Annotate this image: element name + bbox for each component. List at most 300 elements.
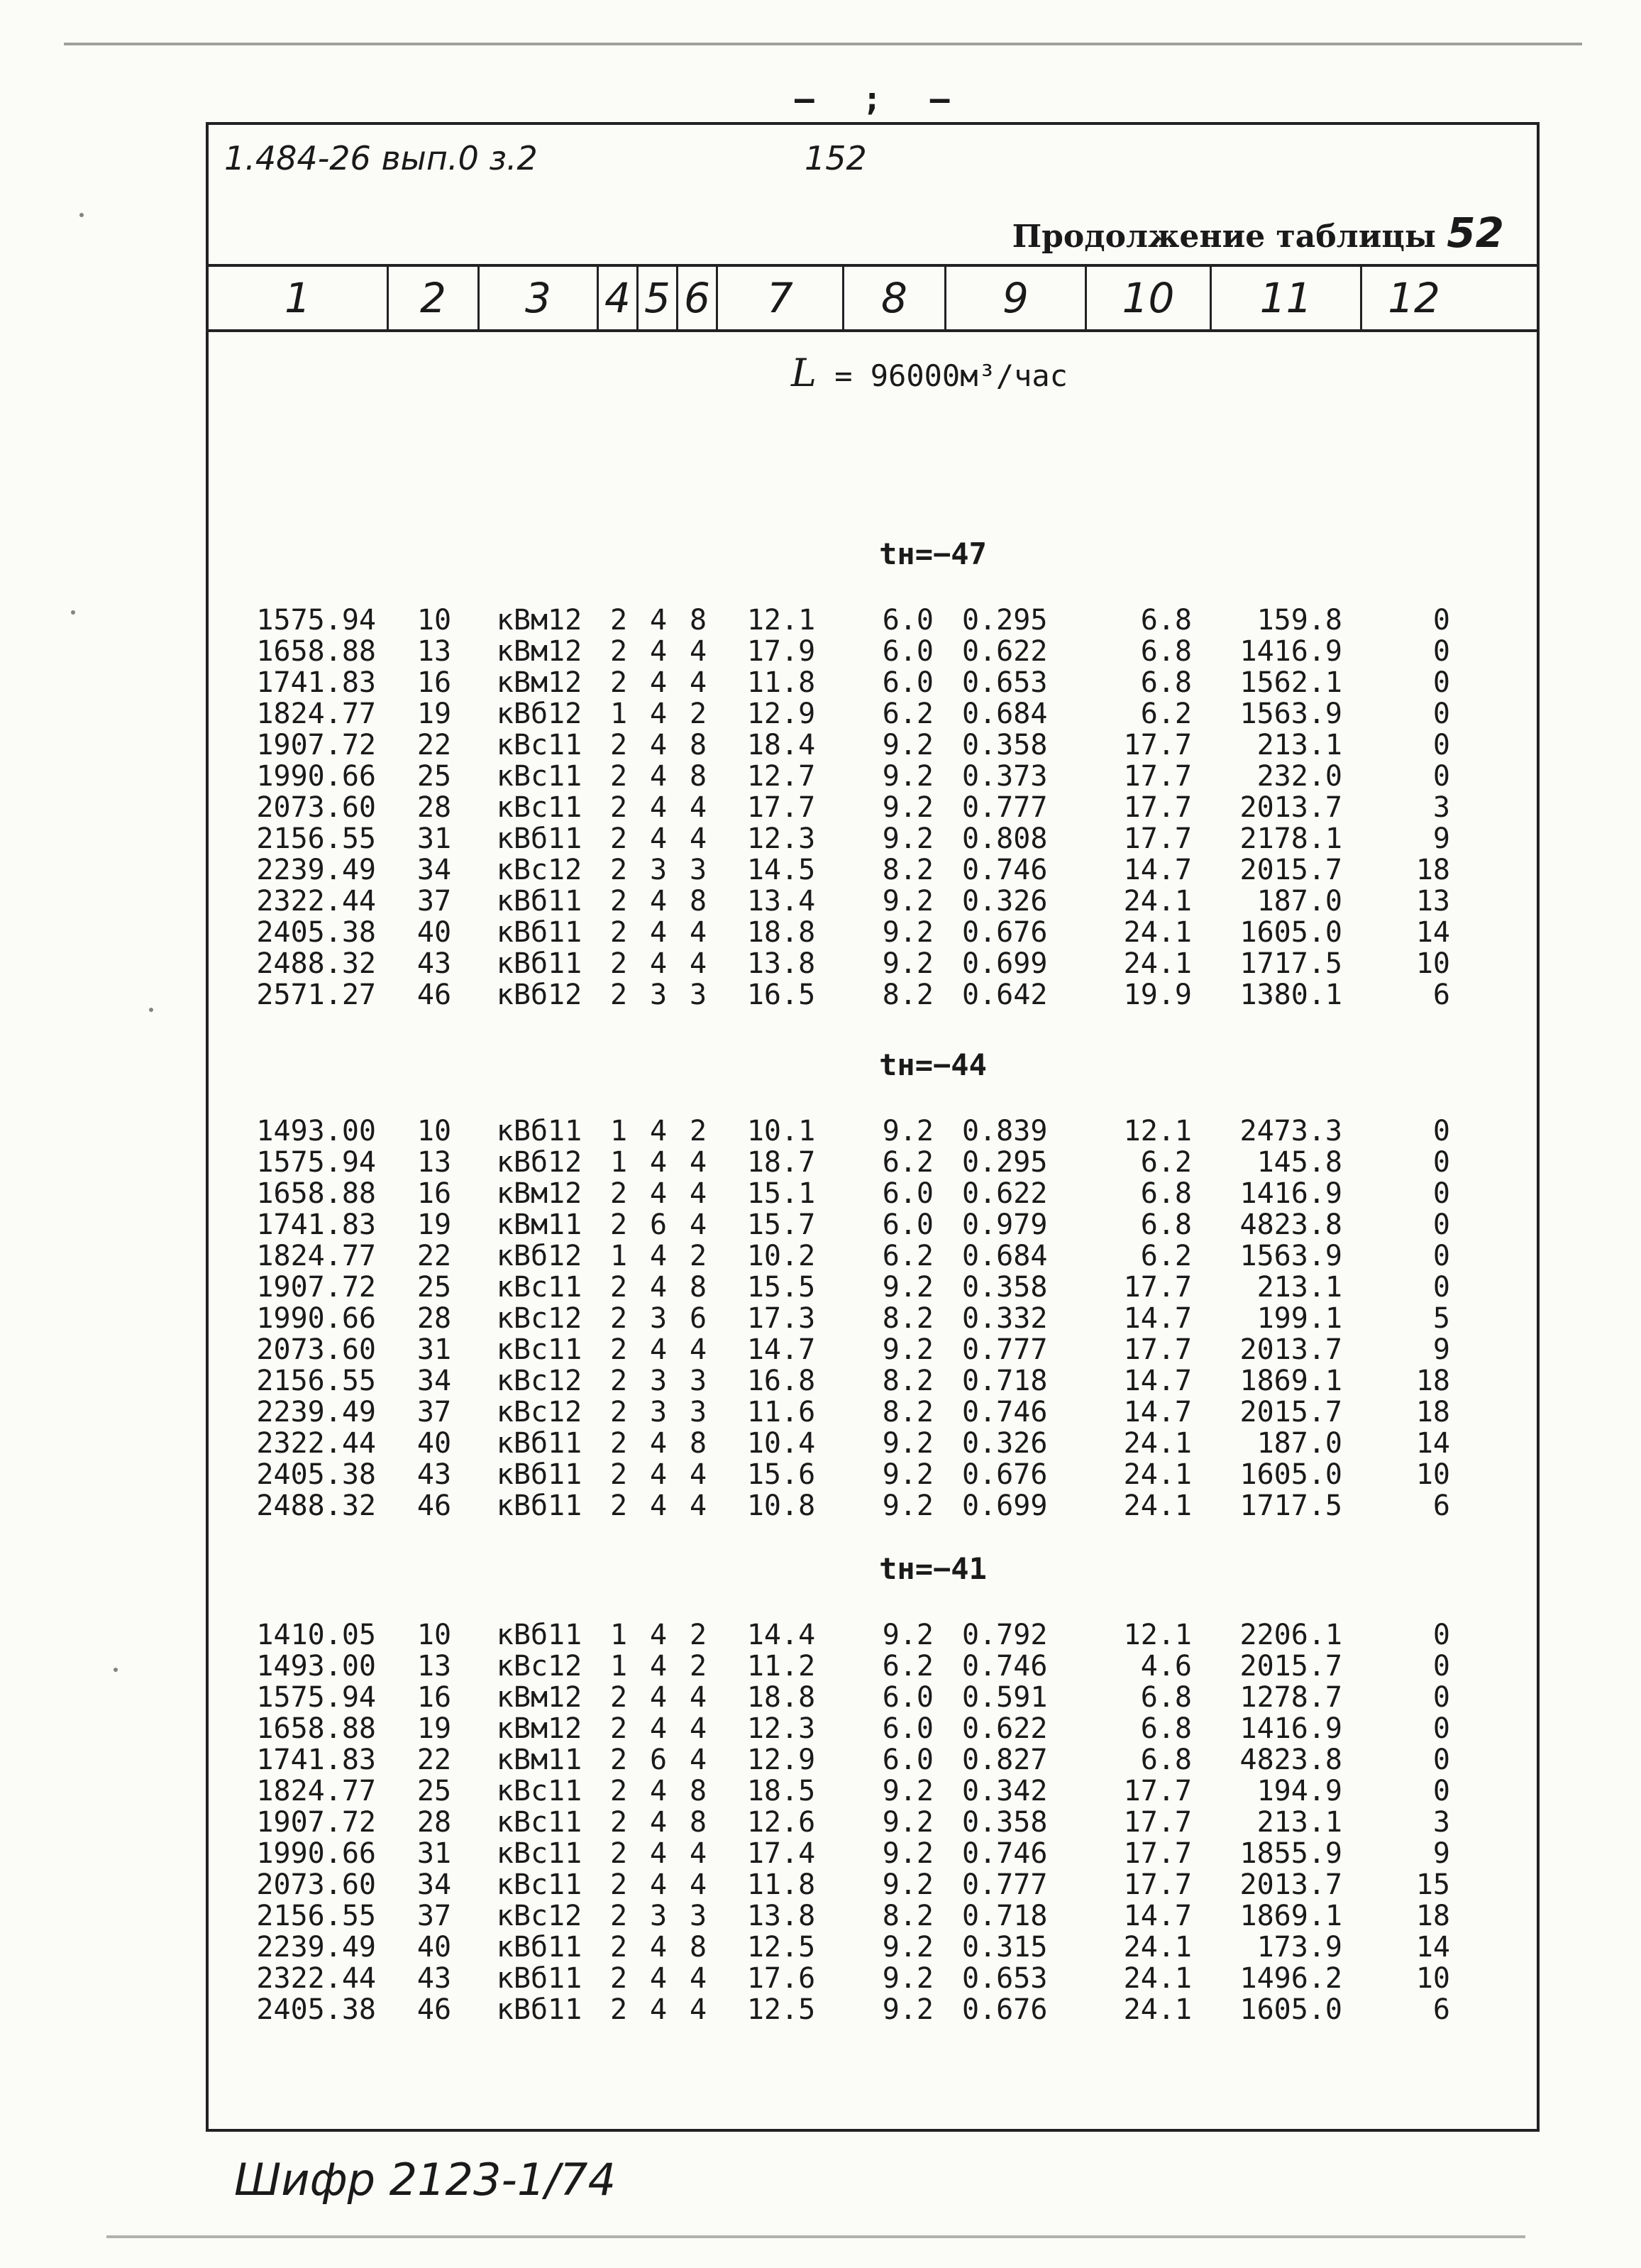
table-cell-col2: 34	[416, 854, 452, 886]
table-cell-col7: 12.3	[746, 1713, 816, 1744]
table-row	[209, 1209, 1537, 1240]
table-cell-col11: 2015.7	[1239, 854, 1342, 886]
table-cell-col6: 4	[689, 1838, 707, 1869]
table-cell-col11: 2015.7	[1239, 1397, 1342, 1428]
table-cell-col4: 2	[609, 667, 628, 698]
table-cell-col3: кВб11	[496, 1932, 582, 1963]
table-cell-col8: 9.2	[882, 823, 934, 854]
table-cell-col10: 6.8	[1140, 1713, 1192, 1744]
table-cell-col12: 10	[1415, 948, 1450, 979]
table-cell-col8: 9.2	[882, 886, 934, 917]
table-cell-col3: кВс12	[496, 1303, 582, 1334]
table-cell-col11: 1496.2	[1239, 1963, 1342, 1994]
table-cell-col3: кВс11	[496, 792, 582, 823]
table-cell-col10: 24.1	[1123, 1428, 1192, 1459]
table-cell-col11: 187.0	[1256, 1428, 1342, 1459]
table-cell-col6: 4	[689, 667, 707, 698]
table-cell-col10: 14.7	[1123, 1303, 1192, 1334]
table-cell-col8: 6.2	[882, 1240, 934, 1272]
table-cell-col11: 187.0	[1256, 886, 1342, 917]
table-cell-col9: 0.332	[962, 1303, 1048, 1334]
table-cell-col1: 2488.32	[256, 1490, 376, 1521]
table-cell-col5: 4	[649, 1682, 668, 1713]
table-cell-col1: 1741.83	[256, 1744, 376, 1776]
table-row	[209, 1397, 1537, 1428]
table-cell-col8: 6.0	[882, 1209, 934, 1240]
table-cell-col4: 2	[609, 1744, 628, 1776]
table-cell-col11: 1869.1	[1239, 1365, 1342, 1397]
table-cell-col3: кВс11	[496, 1869, 582, 1900]
table-cell-col5: 4	[649, 1428, 668, 1459]
table-cell-col2: 22	[416, 730, 452, 761]
table-cell-col9: 0.718	[962, 1900, 1048, 1932]
table-cell-col4: 2	[609, 948, 628, 979]
table-cell-col9: 0.358	[962, 730, 1048, 761]
table-cell-col8: 8.2	[882, 1303, 934, 1334]
table-cell-col4: 1	[609, 1651, 628, 1682]
table-cell-col10: 17.7	[1123, 1838, 1192, 1869]
table-cell-col6: 4	[689, 636, 707, 667]
table-cell-col8: 6.0	[882, 636, 934, 667]
table-cell-col5: 4	[649, 667, 668, 698]
document-code: 1.484-26 вып.0 з.2	[224, 139, 538, 177]
table-cell-col5: 4	[649, 1776, 668, 1807]
table-cell-col6: 4	[689, 792, 707, 823]
table-cell-col4: 1	[609, 1147, 628, 1178]
table-cell-col8: 8.2	[882, 854, 934, 886]
table-cell-col5: 3	[649, 1397, 668, 1428]
table-cell-col9: 0.777	[962, 1334, 1048, 1365]
table-cell-col11: 4823.8	[1239, 1744, 1342, 1776]
table-cell-col5: 4	[649, 1490, 668, 1521]
table-cell-col7: 17.6	[746, 1963, 816, 1994]
table-cell-col4: 2	[609, 792, 628, 823]
table-cell-col5: 4	[649, 730, 668, 761]
table-cell-col5: 4	[649, 1272, 668, 1303]
table-cell-col7: 18.8	[746, 1682, 816, 1713]
table-row	[209, 1994, 1537, 2025]
table-cell-col4: 2	[609, 1807, 628, 1838]
table-row	[209, 1651, 1537, 1682]
table-cell-col7: 10.4	[746, 1428, 816, 1459]
table-cell-col9: 0.684	[962, 698, 1048, 730]
table-number: 52	[1447, 209, 1504, 257]
table-cell-col2: 28	[416, 792, 452, 823]
section-title: tн=−44	[879, 1047, 987, 1082]
table-cell-col5: 3	[649, 979, 668, 1011]
table-cell-col5: 4	[649, 1619, 668, 1651]
table-cell-col8: 9.2	[882, 1619, 934, 1651]
table-row	[209, 636, 1537, 667]
table-cell-col5: 4	[649, 1807, 668, 1838]
table-cell-col11: 232.0	[1256, 761, 1342, 792]
scan-speck	[71, 610, 75, 615]
table-cell-col6: 8	[689, 761, 707, 792]
table-cell-col10: 6.8	[1140, 667, 1192, 698]
table-row	[209, 1428, 1537, 1459]
table-cell-col6: 8	[689, 730, 707, 761]
table-cell-col5: 4	[649, 1334, 668, 1365]
table-cell-col3: кВб11	[496, 1428, 582, 1459]
table-cell-col4: 2	[609, 1459, 628, 1490]
table-cell-col4: 2	[609, 636, 628, 667]
table-cell-col1: 1990.66	[256, 1303, 376, 1334]
table-cell-col10: 17.7	[1123, 792, 1192, 823]
table-cell-col12: 6	[1432, 979, 1450, 1011]
table-cell-col10: 6.8	[1140, 636, 1192, 667]
table-cell-col9: 0.684	[962, 1240, 1048, 1272]
table-cell-col2: 25	[416, 1776, 452, 1807]
table-cell-col1: 2322.44	[256, 1963, 376, 1994]
table-cell-col11: 4823.8	[1239, 1209, 1342, 1240]
table-cell-col4: 2	[609, 823, 628, 854]
table-cell-col12: 3	[1432, 1807, 1450, 1838]
table-cell-col6: 3	[689, 1365, 707, 1397]
table-cell-col3: кВс11	[496, 1776, 582, 1807]
table-cell-col4: 2	[609, 1869, 628, 1900]
table-cell-col11: 159.8	[1256, 605, 1342, 636]
table-row	[209, 730, 1537, 761]
table-cell-col4: 2	[609, 1334, 628, 1365]
table-cell-col3: кВб11	[496, 1116, 582, 1147]
table-cell-col5: 3	[649, 1900, 668, 1932]
table-cell-col1: 1907.72	[256, 1272, 376, 1303]
table-cell-col6: 2	[689, 1651, 707, 1682]
table-cell-col11: 2206.1	[1239, 1619, 1342, 1651]
table-cell-col2: 40	[416, 1428, 452, 1459]
table-cell-col7: 17.9	[746, 636, 816, 667]
table-cell-col11: 1563.9	[1239, 1240, 1342, 1272]
table-cell-col6: 4	[689, 1963, 707, 1994]
table-cell-col10: 17.7	[1123, 1869, 1192, 1900]
table-cell-col3: кВб11	[496, 948, 582, 979]
table-cell-col10: 24.1	[1123, 948, 1192, 979]
table-cell-col1: 2322.44	[256, 1428, 376, 1459]
table-cell-col1: 2239.49	[256, 1932, 376, 1963]
table-row	[209, 1869, 1537, 1900]
table-cell-col9: 0.839	[962, 1116, 1048, 1147]
table-cell-col10: 24.1	[1123, 1963, 1192, 1994]
table-cell-col5: 4	[649, 917, 668, 948]
table-cell-col10: 24.1	[1123, 917, 1192, 948]
table-frame-bottom	[206, 2129, 1537, 2132]
table-cell-col12: 0	[1432, 1147, 1450, 1178]
table-cell-col5: 4	[649, 1178, 668, 1209]
table-cell-col4: 1	[609, 1619, 628, 1651]
table-cell-col3: кВс12	[496, 854, 582, 886]
table-cell-col5: 4	[649, 1713, 668, 1744]
table-cell-col1: 1907.72	[256, 1807, 376, 1838]
table-cell-col7: 13.8	[746, 948, 816, 979]
table-cell-col6: 2	[689, 1240, 707, 1272]
table-cell-col8: 9.2	[882, 730, 934, 761]
table-cell-col11: 199.1	[1256, 1303, 1342, 1334]
table-row	[209, 761, 1537, 792]
table-cell-col12: 0	[1432, 730, 1450, 761]
table-cell-col4: 2	[609, 917, 628, 948]
table-cell-col4: 2	[609, 1397, 628, 1428]
table-cell-col2: 25	[416, 761, 452, 792]
table-cell-col12: 0	[1432, 1713, 1450, 1744]
table-cell-col8: 9.2	[882, 761, 934, 792]
table-cell-col1: 1575.94	[256, 1147, 376, 1178]
table-cell-col5: 4	[649, 761, 668, 792]
table-row	[209, 1459, 1537, 1490]
table-cell-col6: 8	[689, 886, 707, 917]
table-cell-col12: 3	[1432, 792, 1450, 823]
table-cell-col3: кВм12	[496, 1713, 582, 1744]
table-cell-col11: 1869.1	[1239, 1900, 1342, 1932]
table-cell-col9: 0.979	[962, 1209, 1048, 1240]
table-cell-col10: 6.8	[1140, 1178, 1192, 1209]
table-row	[209, 1776, 1537, 1807]
table-cell-col10: 19.9	[1123, 979, 1192, 1011]
table-cell-col9: 0.295	[962, 1147, 1048, 1178]
table-cell-col9: 0.676	[962, 1459, 1048, 1490]
table-cell-col9: 0.792	[962, 1619, 1048, 1651]
table-cell-col2: 10	[416, 1619, 452, 1651]
table-row	[209, 1116, 1537, 1147]
table-frame	[206, 122, 1540, 2132]
table-cell-col1: 1575.94	[256, 1682, 376, 1713]
table-cell-col5: 4	[649, 1869, 668, 1900]
table-cell-col12: 10	[1415, 1459, 1450, 1490]
table-cell-col10: 14.7	[1123, 1900, 1192, 1932]
table-cell-col3: кВм11	[496, 1209, 582, 1240]
table-cell-col6: 4	[689, 1334, 707, 1365]
table-cell-col2: 34	[416, 1869, 452, 1900]
table-cell-col12: 0	[1432, 605, 1450, 636]
table-cell-col9: 0.777	[962, 1869, 1048, 1900]
table-cell-col2: 31	[416, 1334, 452, 1365]
table-cell-col1: 2239.49	[256, 1397, 376, 1428]
table-cell-col1: 1824.77	[256, 698, 376, 730]
table-cell-col6: 4	[689, 1490, 707, 1521]
table-cell-col6: 4	[689, 1682, 707, 1713]
table-cell-col10: 24.1	[1123, 1932, 1192, 1963]
table-cell-col1: 1990.66	[256, 1838, 376, 1869]
table-cell-col4: 2	[609, 605, 628, 636]
table-cell-col5: 4	[649, 1116, 668, 1147]
table-cell-col12: 18	[1415, 1900, 1450, 1932]
table-cell-col10: 12.1	[1123, 1116, 1192, 1147]
table-cell-col12: 18	[1415, 1397, 1450, 1428]
column-header-10: 10	[1087, 267, 1212, 329]
table-cell-col8: 9.2	[882, 1838, 934, 1869]
table-cell-col10: 17.7	[1123, 1272, 1192, 1303]
table-cell-col12: 18	[1415, 854, 1450, 886]
table-row	[209, 1178, 1537, 1209]
table-cell-col9: 0.326	[962, 1428, 1048, 1459]
table-cell-col7: 12.6	[746, 1807, 816, 1838]
column-header-7: 7	[718, 267, 844, 329]
table-cell-col3: кВм12	[496, 1682, 582, 1713]
table-cell-col9: 0.358	[962, 1807, 1048, 1838]
table-cell-col10: 6.2	[1140, 1147, 1192, 1178]
table-cell-col10: 6.2	[1140, 698, 1192, 730]
table-cell-col9: 0.746	[962, 854, 1048, 886]
table-cell-col11: 2013.7	[1239, 1869, 1342, 1900]
table-row	[209, 948, 1537, 979]
table-row	[209, 886, 1537, 917]
table-cell-col5: 4	[649, 1932, 668, 1963]
table-cell-col8: 9.2	[882, 948, 934, 979]
table-cell-col9: 0.699	[962, 948, 1048, 979]
table-cell-col4: 2	[609, 886, 628, 917]
table-cell-col2: 10	[416, 1116, 452, 1147]
table-cell-col4: 1	[609, 1240, 628, 1272]
table-row	[209, 1713, 1537, 1744]
cipher-label: Шифр 2123-1/74	[234, 2154, 617, 2206]
table-cell-col11: 213.1	[1256, 1807, 1342, 1838]
table-cell-col1: 1410.05	[256, 1619, 376, 1651]
table-cell-col6: 8	[689, 1272, 707, 1303]
table-cell-col5: 3	[649, 1365, 668, 1397]
section-title: tн=−41	[879, 1551, 987, 1586]
table-cell-col4: 2	[609, 730, 628, 761]
table-cell-col2: 37	[416, 1397, 452, 1428]
table-cell-col8: 6.0	[882, 605, 934, 636]
table-cell-col2: 43	[416, 948, 452, 979]
table-cell-col2: 28	[416, 1303, 452, 1334]
table-cell-col2: 31	[416, 1838, 452, 1869]
table-cell-col2: 31	[416, 823, 452, 854]
table-cell-col8: 6.0	[882, 1682, 934, 1713]
table-cell-col6: 3	[689, 979, 707, 1011]
table-cell-col2: 28	[416, 1807, 452, 1838]
table-cell-col3: кВс12	[496, 1651, 582, 1682]
table-cell-col6: 4	[689, 948, 707, 979]
column-header-11: 11	[1212, 267, 1362, 329]
table-cell-col12: 6	[1432, 1994, 1450, 2025]
table-cell-col12: 9	[1432, 823, 1450, 854]
table-cell-col3: кВб11	[496, 917, 582, 948]
scan-speck	[79, 213, 84, 217]
table-cell-col3: кВс12	[496, 1397, 582, 1428]
table-cell-col4: 2	[609, 1963, 628, 1994]
table-cell-col5: 4	[649, 605, 668, 636]
table-cell-col4: 2	[609, 1428, 628, 1459]
table-cell-col12: 0	[1432, 1619, 1450, 1651]
table-cell-col1: 1824.77	[256, 1776, 376, 1807]
table-cell-col7: 17.4	[746, 1838, 816, 1869]
table-cell-col10: 17.7	[1123, 761, 1192, 792]
table-cell-col3: кВб11	[496, 823, 582, 854]
table-cell-col9: 0.622	[962, 1178, 1048, 1209]
table-cell-col5: 4	[649, 886, 668, 917]
table-cell-col6: 4	[689, 1209, 707, 1240]
table-cell-col7: 12.9	[746, 1744, 816, 1776]
table-cell-col4: 2	[609, 1303, 628, 1334]
table-cell-col8: 9.2	[882, 1334, 934, 1365]
table-cell-col11: 1717.5	[1239, 948, 1342, 979]
table-cell-col5: 4	[649, 636, 668, 667]
table-cell-col3: кВб11	[496, 1619, 582, 1651]
table-cell-col6: 8	[689, 1807, 707, 1838]
table-cell-col11: 1562.1	[1239, 667, 1342, 698]
table-cell-col2: 13	[416, 1147, 452, 1178]
table-cell-col4: 2	[609, 1365, 628, 1397]
table-cell-col3: кВб12	[496, 979, 582, 1011]
table-cell-col11: 1380.1	[1239, 979, 1342, 1011]
table-cell-col2: 34	[416, 1365, 452, 1397]
table-cell-col1: 2405.38	[256, 917, 376, 948]
table-cell-col9: 0.746	[962, 1651, 1048, 1682]
table-cell-col1: 2488.32	[256, 948, 376, 979]
table-cell-col6: 3	[689, 854, 707, 886]
table-cell-col9: 0.622	[962, 636, 1048, 667]
table-cell-col6: 2	[689, 1116, 707, 1147]
table-cell-col6: 4	[689, 823, 707, 854]
table-cell-col9: 0.622	[962, 1713, 1048, 1744]
table-cell-col4: 2	[609, 1682, 628, 1713]
table-cell-col8: 6.0	[882, 1178, 934, 1209]
table-cell-col11: 145.8	[1256, 1147, 1342, 1178]
document-page-number: 152	[805, 139, 867, 177]
table-cell-col9: 0.295	[962, 605, 1048, 636]
table-cell-col4: 2	[609, 1209, 628, 1240]
table-cell-col2: 43	[416, 1459, 452, 1490]
table-cell-col7: 13.8	[746, 1900, 816, 1932]
table-cell-col12: 5	[1432, 1303, 1450, 1334]
airflow-symbol: L	[791, 351, 817, 395]
table-row	[209, 1932, 1537, 1963]
table-cell-col7: 15.1	[746, 1178, 816, 1209]
table-cell-col12: 0	[1432, 761, 1450, 792]
table-cell-col9: 0.642	[962, 979, 1048, 1011]
table-cell-col3: кВс11	[496, 730, 582, 761]
table-cell-col4: 2	[609, 1272, 628, 1303]
table-cell-col12: 0	[1432, 1116, 1450, 1147]
table-cell-col7: 15.5	[746, 1272, 816, 1303]
table-cell-col6: 8	[689, 1428, 707, 1459]
table-cell-col1: 1658.88	[256, 1178, 376, 1209]
column-header-9: 9	[946, 267, 1087, 329]
table-cell-col7: 12.1	[746, 605, 816, 636]
table-row	[209, 1490, 1537, 1521]
table-cell-col8: 9.2	[882, 792, 934, 823]
table-cell-col5: 4	[649, 792, 668, 823]
table-cell-col10: 14.7	[1123, 854, 1192, 886]
table-cell-col5: 4	[649, 823, 668, 854]
table-cell-col11: 2015.7	[1239, 1651, 1342, 1682]
table-cell-col8: 6.0	[882, 667, 934, 698]
column-header-12: 12	[1388, 274, 1440, 322]
table-cell-col7: 16.5	[746, 979, 816, 1011]
table-cell-col8: 9.2	[882, 1807, 934, 1838]
table-cell-col8: 9.2	[882, 1776, 934, 1807]
table-cell-col2: 16	[416, 667, 452, 698]
table-cell-col10: 14.7	[1123, 1365, 1192, 1397]
table-cell-col3: кВб12	[496, 1240, 582, 1272]
table-cell-col7: 14.4	[746, 1619, 816, 1651]
table-row	[209, 917, 1537, 948]
table-cell-col6: 3	[689, 1397, 707, 1428]
table-cell-col4: 2	[609, 1994, 628, 2025]
table-cell-col12: 0	[1432, 1776, 1450, 1807]
top-scan-line	[64, 43, 1582, 45]
table-cell-col7: 12.5	[746, 1932, 816, 1963]
table-cell-col9: 0.315	[962, 1932, 1048, 1963]
table-cell-col7: 18.7	[746, 1147, 816, 1178]
table-cell-col7: 14.5	[746, 854, 816, 886]
table-cell-col8: 6.2	[882, 698, 934, 730]
table-cell-col7: 18.8	[746, 917, 816, 948]
table-cell-col8: 9.2	[882, 1272, 934, 1303]
table-cell-col6: 4	[689, 1869, 707, 1900]
table-cell-col7: 11.6	[746, 1397, 816, 1428]
table-cell-col9: 0.746	[962, 1838, 1048, 1869]
